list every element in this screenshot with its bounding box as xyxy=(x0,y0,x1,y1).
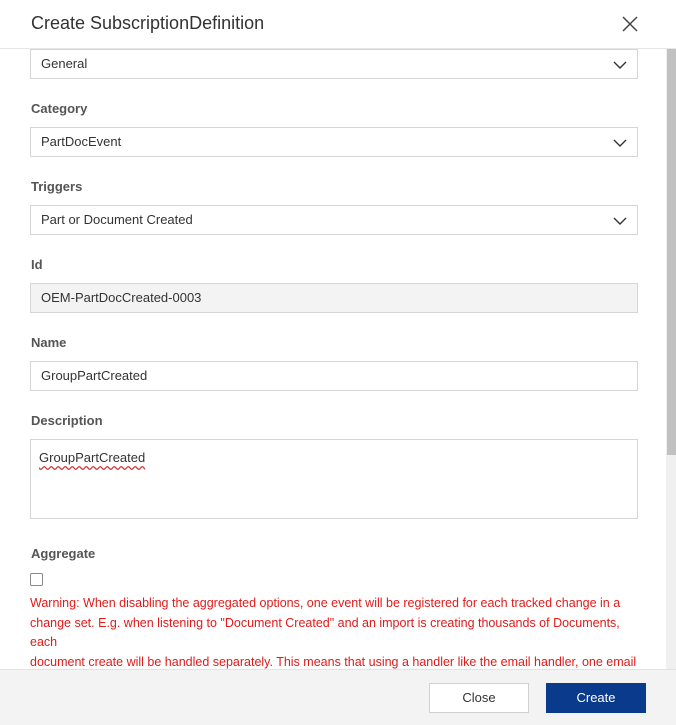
chevron-down-icon xyxy=(613,136,627,150)
general-select[interactable] xyxy=(30,49,638,79)
dialog-header xyxy=(0,0,676,49)
chevron-down-icon xyxy=(613,58,627,72)
id-label: Id xyxy=(31,257,43,272)
warning-line: Warning: When disabling the aggregated options, one event will be registered for each tracked change in a xyxy=(30,596,621,610)
dialog-body xyxy=(0,49,666,669)
name-label: Name xyxy=(31,335,67,350)
create-button[interactable]: Create xyxy=(546,683,646,713)
triggers-select-value: Part or Document Created xyxy=(41,212,193,227)
aggregate-checkbox[interactable] xyxy=(30,573,43,586)
close-button[interactable]: Close xyxy=(429,683,529,713)
triggers-label: Triggers xyxy=(31,179,83,194)
dialog-footer xyxy=(0,669,676,725)
name-field[interactable]: GroupPartCreated xyxy=(30,361,638,391)
category-select-value: PartDocEvent xyxy=(41,134,122,149)
triggers-select[interactable] xyxy=(30,205,638,235)
category-select[interactable] xyxy=(30,127,638,157)
dialog-title: Create SubscriptionDefinition xyxy=(31,13,265,33)
id-field: OEM-PartDocCreated-0003 xyxy=(30,283,638,313)
description-label: Description xyxy=(31,413,103,428)
scrollbar-thumb[interactable] xyxy=(667,49,676,455)
warning-line: change set. E.g. when listening to "Document Created" and an import is creating thousands of Documents, each xyxy=(30,615,620,649)
description-textarea[interactable] xyxy=(30,439,638,519)
description-text: GroupPartCreated xyxy=(39,450,146,465)
category-label: Category xyxy=(31,101,88,116)
general-select-value: General xyxy=(41,56,88,71)
close-icon[interactable] xyxy=(620,14,640,34)
aggregate-warning xyxy=(30,594,642,669)
warning-line: document create will be handled separately. This means that using a handler like the email handler, one email xyxy=(30,654,637,669)
aggregate-label: Aggregate xyxy=(31,546,96,561)
chevron-down-icon xyxy=(613,214,627,228)
